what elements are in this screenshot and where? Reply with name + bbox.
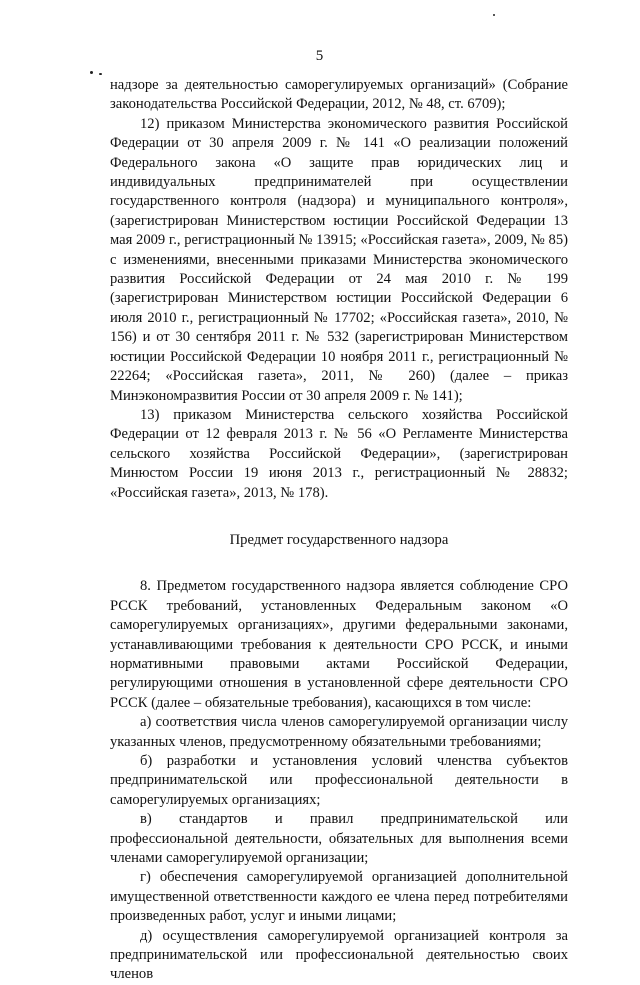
document-body [110, 76, 568, 985]
section-heading: Предмет государственного надзора [229, 531, 449, 548]
scan-speck [99, 73, 102, 75]
spacer [110, 563, 568, 577]
scan-speck [493, 14, 495, 16]
paragraph-item-8: 8. Предметом государственного надзора является соблюдение СРО РССК требований, установленных Федеральным законом «О саморегулируемых организациях», другими федеральными законами, устанавливающими требования к деятельности СРО РССК, и иными нормативными правовыми актами Российской Федерации, регулирующими отношения в установленной сфере деятельности СРО РССК (далее – обязательные требования), касающихся в том числе: [110, 578, 568, 711]
paragraph-subitem-b: б) разработки и установления условий членства субъектов предпринимательской или профессиональной деятельности в саморегулируемых организациях; [110, 753, 568, 808]
paragraph-continuation: надзоре за деятельностью саморегулируемых организаций» (Собрание законодательства Российской Федерации, 2012, № 48, ст. 6709); [110, 77, 568, 113]
spacer [110, 503, 568, 517]
scan-speck [90, 71, 93, 74]
paragraph-subitem-g: г) обеспечения саморегулируемой организацией дополнительной имущественной ответственности каждого ее члена перед потребителями произведенных работ, услуг и иными лицами; [110, 869, 568, 925]
page-number: 5 [315, 48, 325, 64]
paragraph-item-12: 12) приказом Министерства экономического развития Российской Федерации от 30 апреля 2009 г. № 141 «О реализации положений Федерального закона «О защите прав юридических лиц и индивидуальных предпринимателей при осуществлении государственного контроля (надзора) и муниципального контроля», (зарегистрирован Министерством юстиции Российской Федерации 13 мая 2009 г., регистрационный № 13915; «Российская газета», 2009, № 85) с изменениями, внесенными приказами Министерства экономического развития Российской Федерации от 24 мая 2010 г. № 199 (зарегистрирован Министерством юстиции Российской Федерации 6 июля 2010 г., регистрационный № 17702; «Российская газета», 2010, № 156) и от 30 сентября 2011 г. № 532 (зарегистрирован Министерством юстиции Российской Федерации 10 ноября 2011 г., регистрационный № 22264; «Российская газета», 2011, № 260) (далее – приказ Минэкономразвития России от 30 апреля 2009 г. № 141); [110, 115, 568, 404]
paragraph-item-13: 13) приказом Министерства сельского хозяйства Российской Федерации от 12 февраля 2013 г. № 56 «О Регламенте Министерства сельского хозяйства Российской Федерации», (зарегистрирован Минюстом России 19 июня 2013 г., регистрационный № 28832; «Российская газета», 2013, № 178). [110, 406, 568, 501]
paragraph-subitem-d: д) осуществления саморегулируемой организацией контроля за предпринимательской или профессиональной деятельностью своих членов [110, 927, 568, 983]
paragraph-subitem-v: в) стандартов и правил предпринимательской или профессиональной деятельности, обязательных для выполнения всеми членами саморегулируемой организации; [110, 811, 568, 867]
paragraph-subitem-a: а) соответствия числа членов саморегулируемой организации числу указанных членов, предусмотренному обязательными требованиями; [110, 714, 568, 750]
